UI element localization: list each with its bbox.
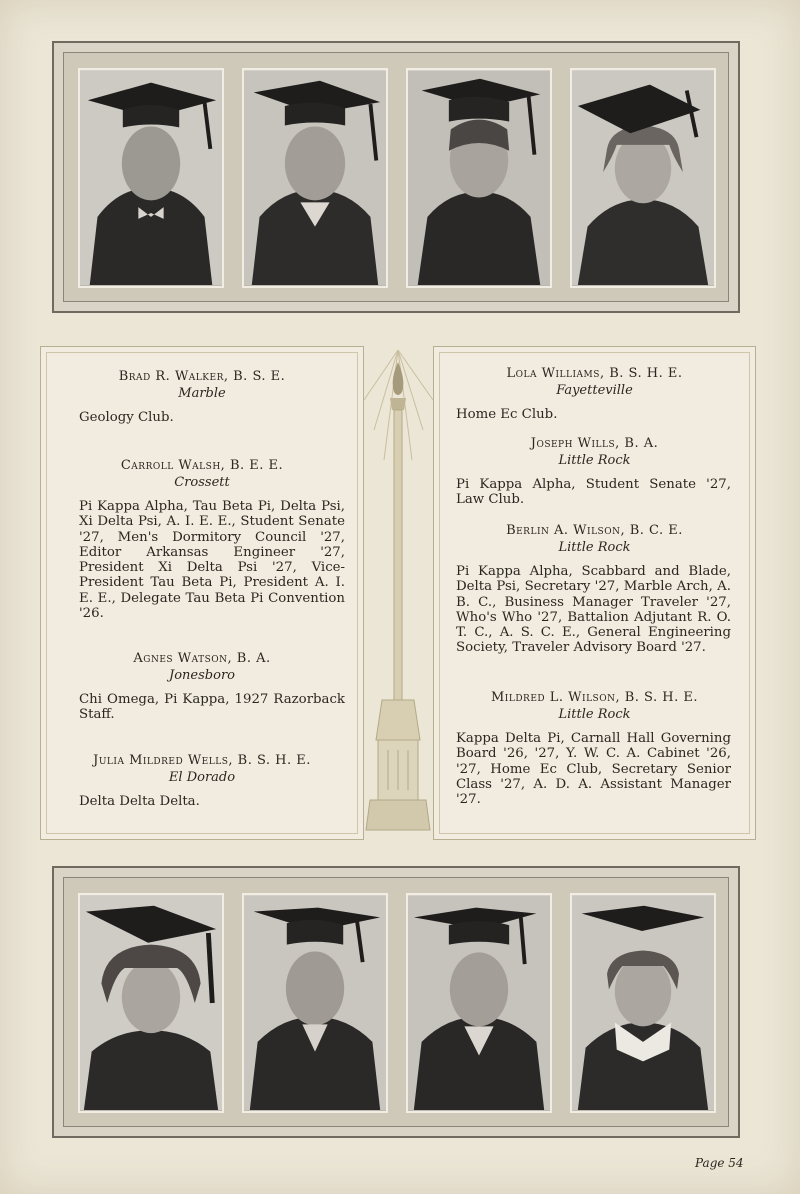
graduate-hometown: Jonesboro <box>169 668 235 683</box>
graduate-name: Julia Mildred Wells, B. S. H. E. <box>93 753 311 768</box>
graduate-activities: Delta Delta Delta. <box>79 794 200 809</box>
bottom-photo-strip-inner <box>63 877 729 1127</box>
male-graduate-portrait <box>244 895 386 1111</box>
graduate-name: Brad R. Walker, B. S. E. <box>118 369 286 384</box>
female-graduate-portrait <box>572 895 714 1111</box>
graduate-entry <box>41 458 363 621</box>
portrait-photo <box>406 893 552 1113</box>
portrait-photo <box>570 893 716 1113</box>
graduate-entry <box>41 651 363 723</box>
graduate-entry <box>41 753 363 809</box>
female-graduate-portrait <box>80 895 222 1111</box>
graduate-name: Lola Williams, B. S. H. E. <box>506 366 683 381</box>
graduate-hometown: Crossett <box>174 475 230 490</box>
graduate-entry <box>434 690 755 807</box>
graduate-activities: Pi Kappa Alpha, Tau Beta Pi, Delta Psi, Xi Delta Psi, A. I. E. E., Student Senate '27, Men's Dormitory Council '27, Editor Arkansas Engineer '27, President Xi Delta Psi '27, Vice-President Tau Beta Pi, President A. I. E. E., Delegate Tau Beta Pi Convention '26. <box>79 499 345 622</box>
graduate-hometown: Marble <box>178 386 226 401</box>
portrait-photo <box>78 68 224 288</box>
female-graduate-portrait <box>572 70 714 286</box>
graduate-hometown: Fayetteville <box>556 383 633 398</box>
top-photo-strip-inner <box>63 52 729 302</box>
graduate-activities: Pi Kappa Alpha, Scabbard and Blade, Delta Psi, Secretary '27, Marble Arch, A. B. C., Business Manager Traveler '27, Who's Who '27, Battalion Adjutant R. O. T. C., A. S. C. E., General Engineering Society, Traveler Advisory Board '27. <box>456 564 731 656</box>
bottom-photo-strip <box>52 866 740 1138</box>
graduate-name: Carroll Walsh, B. E. E. <box>120 458 284 473</box>
graduate-name: Joseph Wills, B. A. <box>530 436 659 451</box>
graduate-entry <box>434 436 755 508</box>
top-photo-strip <box>52 41 740 313</box>
graduate-hometown: Little Rock <box>558 540 631 555</box>
graduate-activities: Pi Kappa Alpha, Student Senate '27, Law Club. <box>456 477 731 508</box>
male-graduate-portrait <box>408 895 550 1111</box>
graduate-name: Mildred L. Wilson, B. S. H. E. <box>491 690 698 705</box>
graduate-entry <box>41 369 363 425</box>
graduate-hometown: Little Rock <box>558 707 631 722</box>
page-number: Page 54 <box>695 1156 744 1170</box>
left-biography-panel <box>40 346 364 840</box>
male-graduate-portrait <box>244 70 386 286</box>
graduate-activities: Geology Club. <box>79 410 174 425</box>
graduate-activities: Chi Omega, Pi Kappa, 1927 Razorback Staff. <box>79 692 345 723</box>
graduate-name: Agnes Watson, B. A. <box>133 651 271 666</box>
portrait-photo <box>78 893 224 1113</box>
graduate-hometown: Little Rock <box>558 453 631 468</box>
female-graduate-portrait <box>408 70 550 286</box>
portrait-photo <box>242 68 388 288</box>
graduate-hometown: El Dorado <box>168 770 236 785</box>
graduate-entry <box>434 523 755 656</box>
graduate-name: Berlin A. Wilson, B. C. E. <box>506 523 683 538</box>
male-graduate-portrait <box>80 70 222 286</box>
torch-ornament-icon <box>364 340 433 840</box>
graduate-entry <box>434 366 755 422</box>
graduate-activities: Home Ec Club. <box>456 407 558 422</box>
graduate-activities: Kappa Delta Pi, Carnall Hall Governing Board '26, '27, Y. W. C. A. Cabinet '26, '27, Home Ec Club, Secretary Senior Class '27, A. D. A. Assistant Manager '27. <box>456 731 731 808</box>
portrait-photo <box>570 68 716 288</box>
portrait-photo <box>406 68 552 288</box>
portrait-photo <box>242 893 388 1113</box>
right-biography-panel <box>433 346 756 840</box>
